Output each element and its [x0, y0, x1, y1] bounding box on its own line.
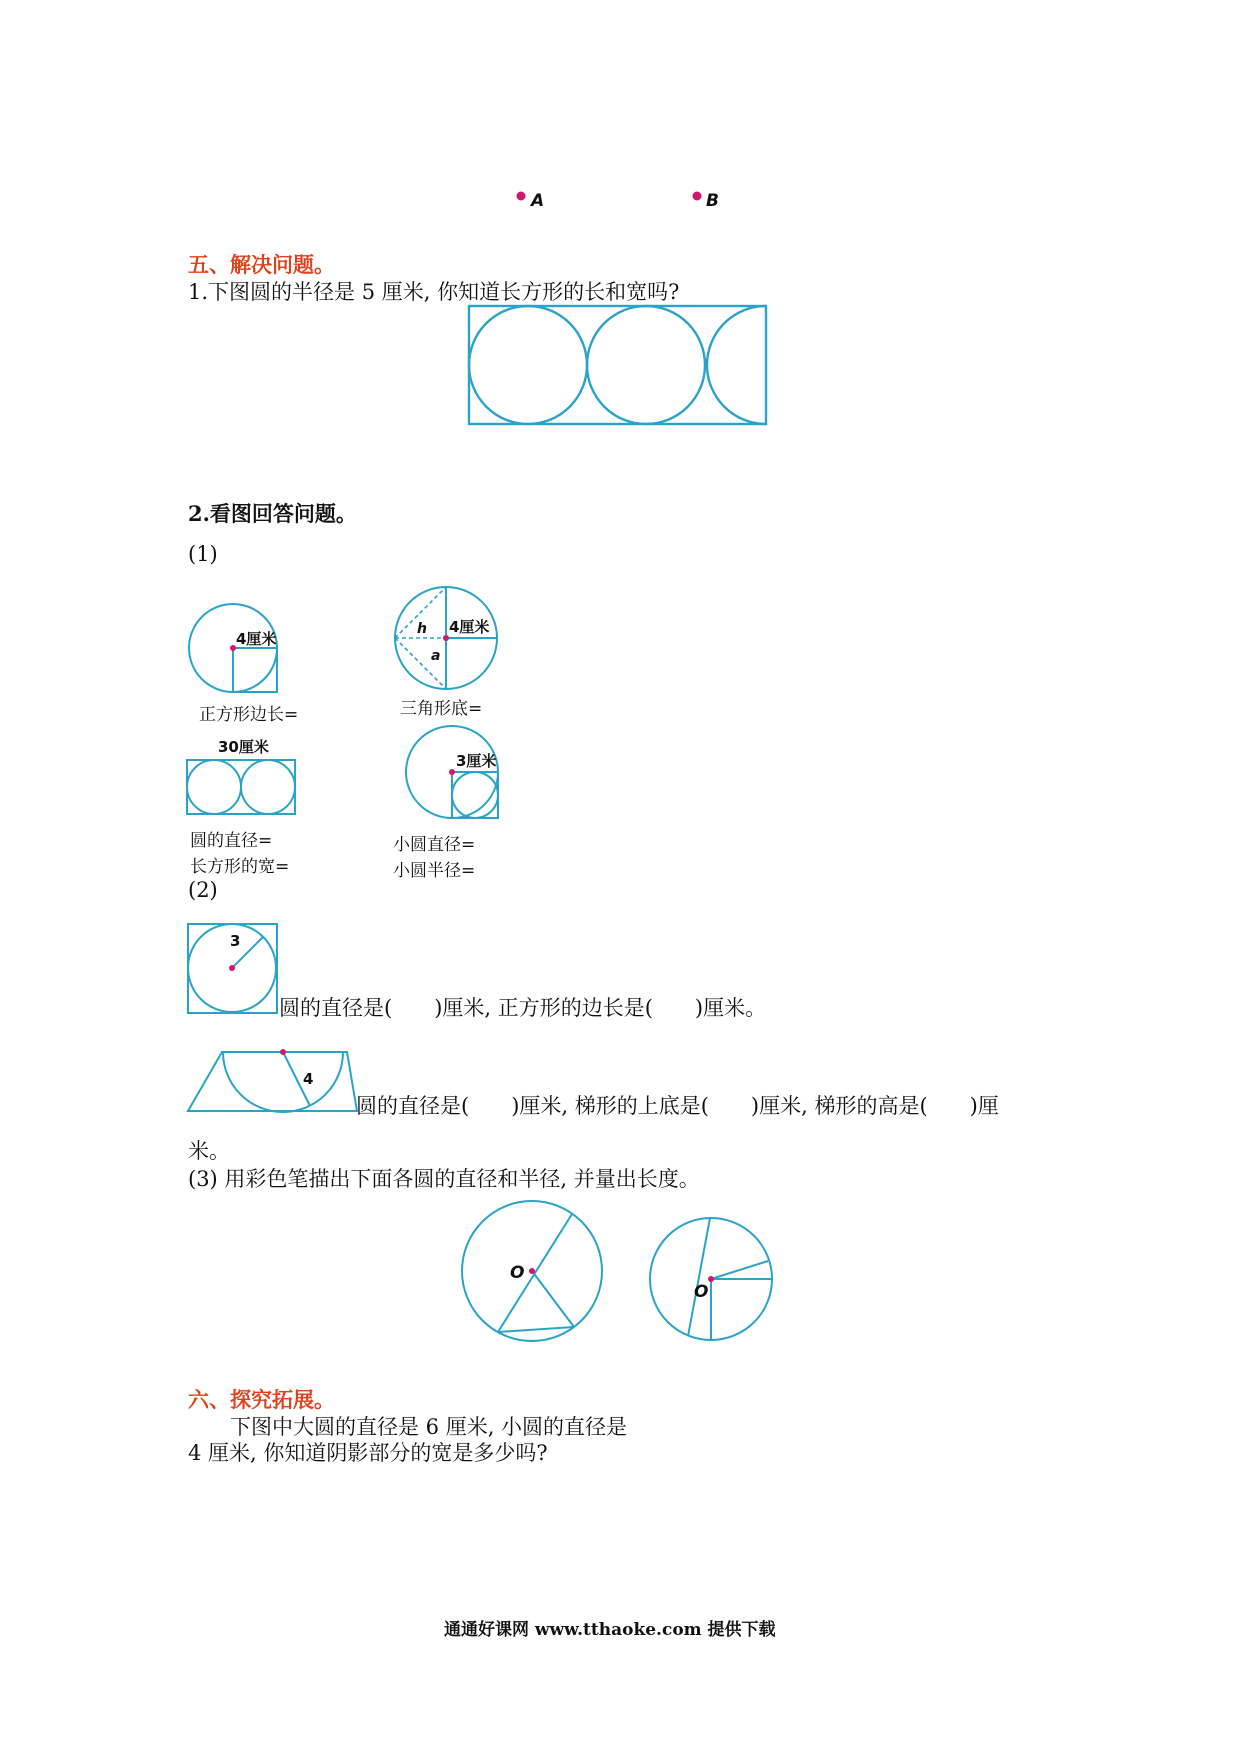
fig-f-question: 圆的直径是( )厘米, 梯形的上底是( )厘米, 梯形的高是( )厘	[356, 1094, 999, 1118]
fig-c-rectangle-two-circles	[187, 738, 295, 814]
fig-a-dim: 4厘米	[236, 630, 277, 648]
fig-d-nested-circles	[406, 726, 498, 818]
fig-a-answer: 正方形边长=	[199, 705, 299, 725]
fig-f-trapezoid-semicircle	[188, 1049, 357, 1112]
part3-o1: O	[510, 1263, 525, 1283]
fig-e-question: 圆的直径是( )厘米, 正方形的边长是( )厘米。	[279, 996, 767, 1020]
part1-label: (1)	[188, 542, 218, 566]
part3-text: (3) 用彩色笔描出下面各圆的直径和半径, 并量出长度。	[188, 1167, 700, 1191]
question2-text: 2.看图回答问题。	[188, 501, 357, 526]
fig-e-dim: 3	[230, 932, 241, 950]
fig-d-answer2: 小圆半径=	[393, 861, 476, 881]
part3-circle-left	[462, 1201, 602, 1341]
fig-b-h: h	[417, 621, 427, 637]
point-a-dot	[517, 192, 526, 201]
part3-circle-right	[650, 1218, 772, 1340]
fig-f-dim: 4	[303, 1070, 314, 1088]
footer-text: 通通好课网 www.tthaoke.com 提供下载	[444, 1620, 776, 1640]
fig-b-answer: 三角形底=	[400, 699, 483, 719]
fig-c-answer2: 长方形的宽=	[190, 857, 290, 877]
section6-heading: 六、探究拓展。	[188, 1387, 335, 1412]
q1-half-circle	[707, 306, 766, 424]
point-b-dot	[693, 192, 702, 201]
part3-o2: O	[694, 1282, 709, 1302]
fig-b-dim: 4厘米	[449, 618, 490, 636]
fig-f-question-tail: 米。	[188, 1139, 230, 1163]
section5-heading: 五、解决问题。	[188, 252, 335, 277]
fig-d-dim: 3厘米	[456, 752, 497, 770]
part2-label: (2)	[188, 878, 218, 902]
q1-circle-2	[587, 306, 705, 424]
fig-c-answer1: 圆的直径=	[190, 831, 273, 851]
section6-line2: 4 厘米, 你知道阴影部分的宽是多少吗?	[188, 1441, 548, 1465]
section6-line1: 下图中大圆的直径是 6 厘米, 小圆的直径是	[230, 1415, 628, 1439]
fig-b-a: a	[431, 648, 441, 664]
point-b-label: B	[706, 191, 719, 211]
fig-b-circle-triangle	[395, 587, 497, 689]
fig-c-dim: 30厘米	[218, 738, 269, 756]
q1-circle-1	[469, 306, 587, 424]
fig-e-circle-in-square	[188, 924, 277, 1013]
point-a-label: A	[531, 191, 545, 211]
question1-text: 1.下图圆的半径是 5 厘米, 你知道长方形的长和宽吗?	[188, 280, 680, 304]
fig-a-circle-square	[189, 604, 277, 692]
q1-rectangle	[469, 306, 766, 424]
fig-d-answer1: 小圆直径=	[393, 835, 476, 855]
